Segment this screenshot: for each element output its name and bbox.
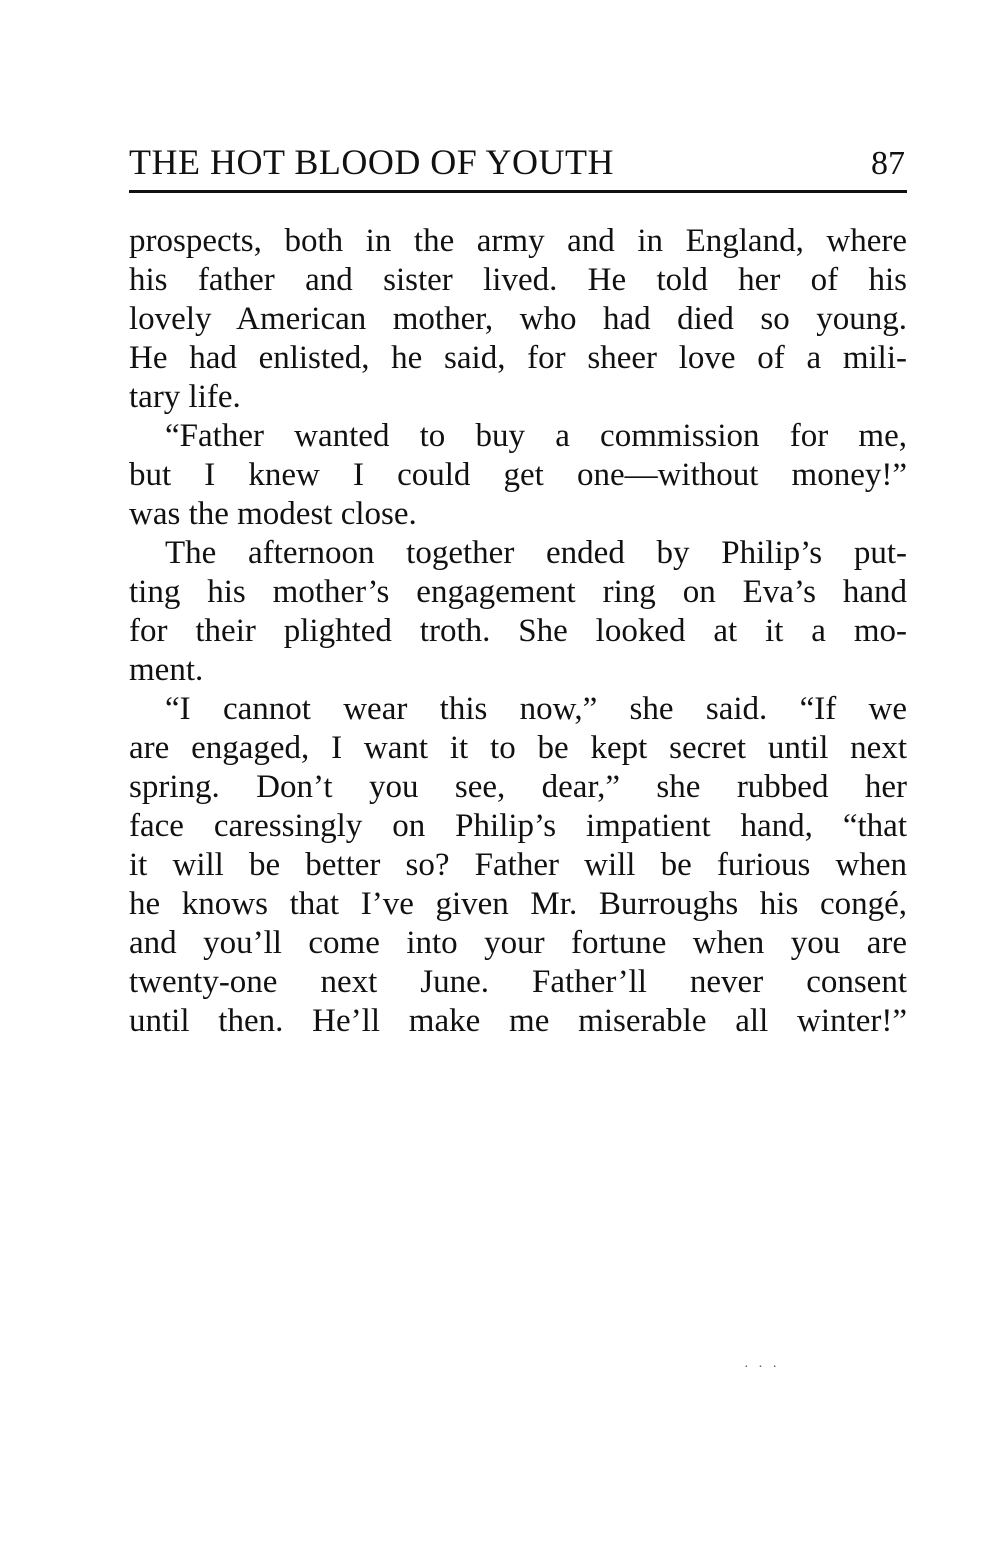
text-line: for their plighted troth. She looked at it a mo-	[129, 613, 907, 649]
text-line: prospects, both in the army and in England, where	[129, 223, 907, 259]
text-line: it will be better so? Father will be furious when	[129, 847, 907, 883]
page-number: 87	[871, 145, 905, 182]
running-title: THE HOT BLOOD OF YOUTH	[129, 142, 614, 182]
text-line: lovely American mother, who had died so young.	[129, 301, 907, 337]
text-line: and you’ll come into your fortune when you are	[129, 925, 907, 961]
text-line: The afternoon together ended by Philip’s put-	[165, 535, 907, 571]
text-line: but I knew I could get one—without money!”	[129, 457, 907, 493]
text-line: twenty-one next June. Father’ll never consent	[129, 964, 907, 1000]
text-line: ment.	[129, 652, 204, 688]
text-line: He had enlisted, he said, for sheer love of a mili-	[129, 340, 907, 376]
text-line: he knows that I’ve given Mr. Burroughs his congé,	[129, 886, 907, 922]
running-header	[129, 138, 907, 193]
text-line: face caressingly on Philip’s impatient hand, “that	[129, 808, 907, 844]
body-text	[129, 222, 907, 1041]
text-line: “Father wanted to buy a commission for me,	[165, 418, 907, 454]
text-line: until then. He’ll make me miserable all winter!”	[129, 1003, 907, 1039]
text-line: spring. Don’t you see, dear,” she rubbed her	[129, 769, 907, 805]
text-line: are engaged, I want it to be kept secret until next	[129, 730, 907, 766]
text-line: tary life.	[129, 379, 241, 415]
scan-specks: · · ·	[744, 1360, 780, 1375]
text-line: was the modest close.	[129, 496, 417, 532]
text-line: his father and sister lived. He told her of his	[129, 262, 907, 298]
text-line: ting his mother’s engagement ring on Eva’s hand	[129, 574, 907, 610]
text-line: “I cannot wear this now,” she said. “If we	[165, 691, 907, 727]
